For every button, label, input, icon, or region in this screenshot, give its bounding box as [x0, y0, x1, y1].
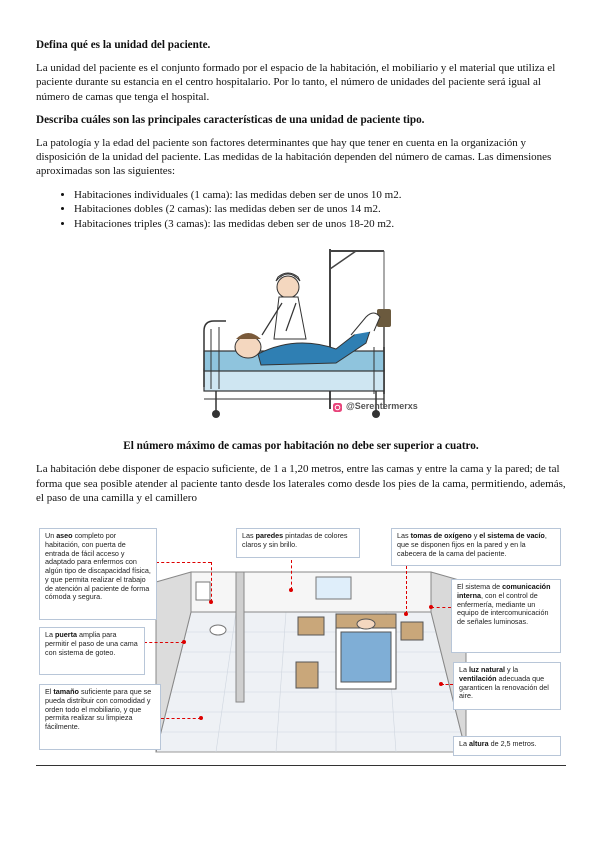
- ann-text: La: [459, 665, 469, 674]
- ann-text: adecuada que garanticen la renovación del aire.: [459, 673, 549, 701]
- ann-bold: paredes: [255, 531, 284, 540]
- annotation-altura: [453, 736, 561, 756]
- ann-bold: ventilación: [459, 673, 497, 683]
- ann-text: y: [471, 531, 480, 540]
- room-diagram: [36, 522, 566, 762]
- room-size-list: [36, 188, 566, 232]
- ann-bold: comunicación interna: [457, 582, 551, 600]
- divider: [36, 765, 566, 766]
- ann-text: La: [45, 630, 55, 639]
- ann-text: completo por habitación, con puerta de entrada de fácil acceso y adaptado para enfermos con algún tipo de discapacidad física, y que permita realizar el trabajo de atención al paciente de forma cómoda y segura.: [45, 531, 151, 602]
- hospital-bed-drawing: [36, 239, 566, 434]
- ann-bold: altura: [469, 739, 489, 748]
- ann-bold: tamaño: [53, 687, 79, 696]
- illustration-caption: El número máximo de camas por habitación no debe ser superior a cuatro.: [123, 440, 479, 453]
- ann-bold: tomas de oxígeno: [410, 531, 472, 540]
- section1-heading: Defina qué es la unidad del paciente.: [36, 39, 211, 51]
- section2-paragraph: La patología y la edad del paciente son factores determinantes que hay que tener en cuenta en la organización y disposición de la unidad del paciente. Las medidas de la habitación dependen del número de camas. Las dimensiones aproximadas son las siguientes:: [36, 136, 552, 178]
- annotation-paredes: [236, 528, 360, 558]
- ann-text: Las: [242, 531, 256, 540]
- list-item: • Habitaciones triples (3 camas): las medidas deben ser de unos 18-20 m2.: [74, 217, 566, 232]
- ann-text: de 2,5 metros.: [488, 739, 537, 748]
- ann-bold: aseo: [56, 531, 73, 540]
- document-page: [36, 38, 566, 514]
- ann-text: y la: [504, 665, 519, 674]
- ann-text: El sistema de: [457, 582, 503, 591]
- ann-bold: luz natural: [469, 665, 505, 674]
- section3-paragraph: La habitación debe disponer de espacio suficiente, de 1 a 1,20 metros, entre las camas y entre la cama y la pared; de tal forma que sea posible atender al paciente tanto desde los laterales como desde los pies de la cama, permitiendo, además, el paso de una camilla y el camillero: [36, 463, 566, 504]
- ann-text: Un: [45, 531, 57, 540]
- watermark-label: @Serentermerxs: [346, 401, 418, 412]
- nurse-patient-illustration: [36, 239, 566, 434]
- section1-paragraph: La unidad del paciente es el conjunto formado por el espacio de la habitación, el mobiliario y el material que utiliza el paciente durante su estancia en el centro hospitalario. Por lo tanto, el número de unidades del paciente será igual al número de camas que tenga el hospital.: [36, 62, 556, 103]
- ann-text: , que se disponen fijos en la pared y en la cabecera de la cama del paciente.: [397, 531, 547, 558]
- ann-bold: puerta: [55, 630, 77, 639]
- ann-bold: el sistema de vacío: [479, 531, 545, 540]
- ann-text: , con el control de enfermería, mediante un equipo de intercomunicación de señales luminosas.: [457, 590, 549, 627]
- ann-text: La: [459, 739, 469, 748]
- ann-text: suficiente para que se pueda distribuir con comodidad y orden todo el mobiliario, y que permita realizar su limpieza fácilmente.: [45, 687, 152, 732]
- list-item: • Habitaciones individuales (1 cama): las medidas deben ser de unos 10 m2.: [74, 188, 566, 203]
- ann-text: El: [45, 687, 54, 696]
- annotation-luz: [453, 662, 561, 710]
- annotation-comunicacion: [451, 579, 561, 653]
- ann-text: pintadas de colores claros y sin brillo.: [242, 531, 348, 549]
- annotation-aseo: [39, 528, 157, 620]
- annotation-puerta: [39, 627, 145, 675]
- list-item: • Habitaciones dobles (2 camas): las medidas deben ser de unos 14 m2.: [74, 202, 566, 217]
- section2-heading: Describa cuáles son las principales características de una unidad de paciente tipo.: [36, 113, 425, 126]
- annotation-tomas: [391, 528, 561, 566]
- annotation-tamano: [39, 684, 161, 750]
- ann-text: Las: [397, 531, 411, 540]
- ann-text: amplia para permitir el paso de una cama con sistema de goteo.: [45, 630, 138, 657]
